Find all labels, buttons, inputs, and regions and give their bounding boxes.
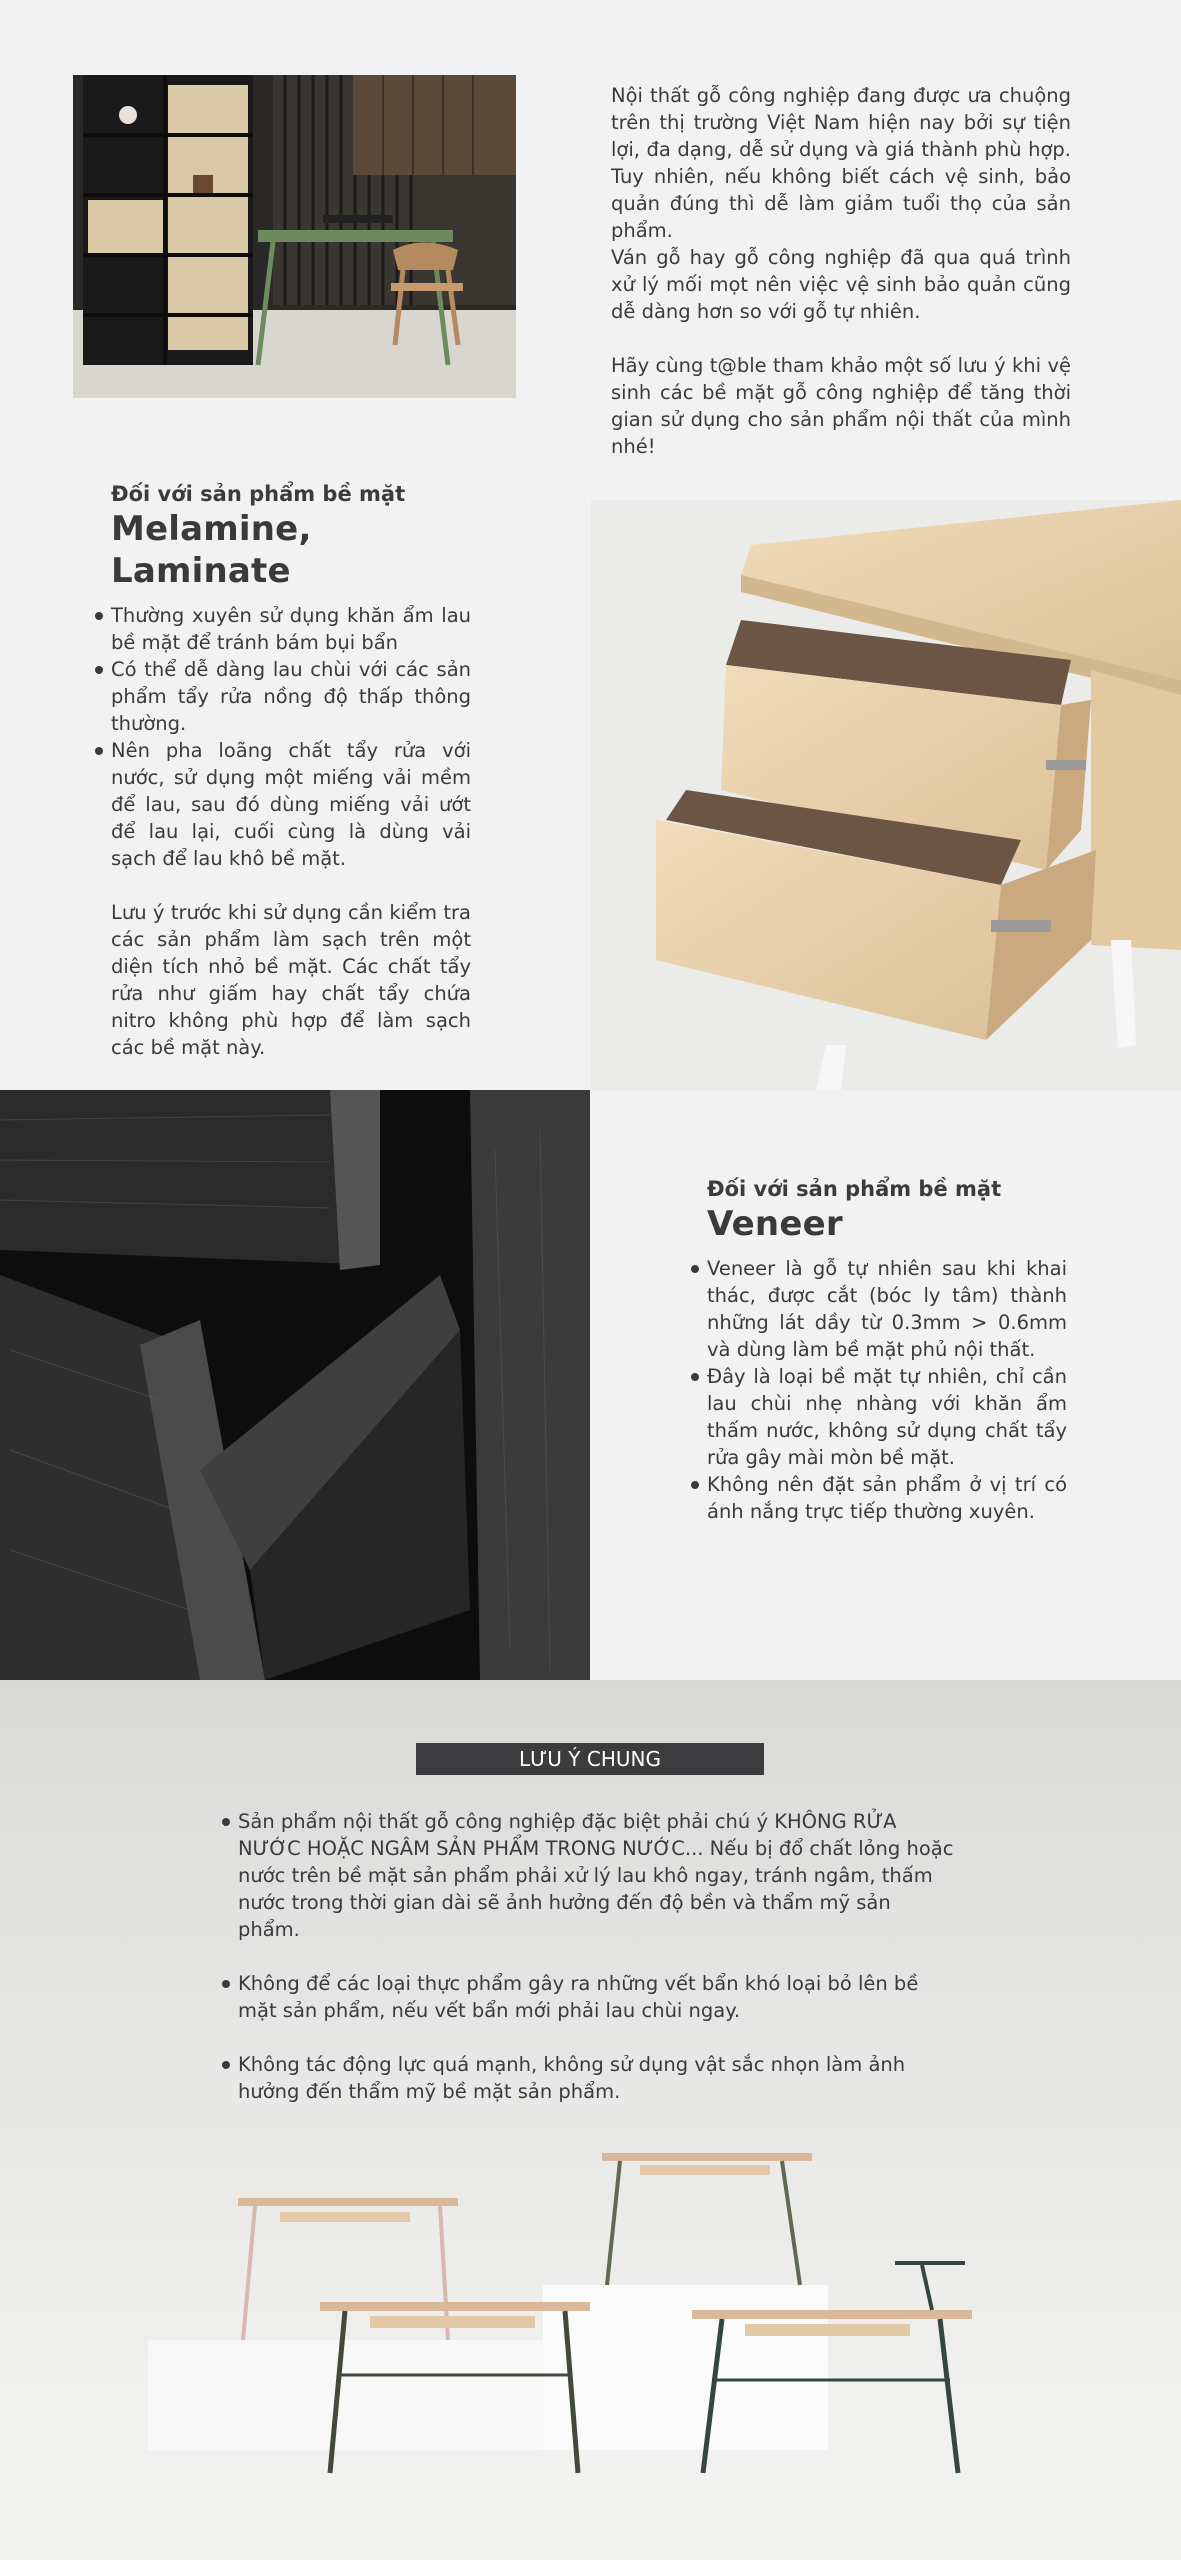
intro-paragraph-3: Hãy cùng t@ble tham khảo một số lưu ý khi vệ sinh các bề mặt gỗ công nghiệp để tăng thời gian sử dụng cho sản phẩm nội thất của mình nhé! [611,354,1071,458]
melamine-section [111,480,471,1061]
oak-drawer-photo [591,500,1181,1090]
office-illustration [73,75,516,398]
drawer-illustration [591,500,1181,1090]
intro-office-photo [73,75,516,398]
list-item: Không nên đặt sản phẩm ở vị trí có ánh nắng trực tiếp thường xuyên. [707,1473,1067,1523]
list-item: Thường xuyên sử dụng khăn ẩm lau bề mặt để tránh bám bụi bẩn [111,604,471,654]
veneer-bullet-list [707,1255,1067,1525]
list-item: Có thể dễ dàng lau chùi với các sản phẩm tẩy rửa nồng độ thấp thông thường. [111,658,471,735]
list-item: Nên pha loãng chất tẩy rửa với nước, sử dụng một miếng vải mềm để lau, sau đó dùng miếng vải ướt để lau lại, cuối cùng là dùng vải sạch để lau khô bề mặt. [111,739,471,870]
list-item: Sản phẩm nội thất gỗ công nghiệp đặc biệt phải chú ý KHÔNG RỬA NƯỚC HOẶC NGÂM SẢN PHẨM TRONG NƯỚC... Nếu bị đổ chất lỏng hoặc nước trên bề mặt sản phẩm phải xử lý lau khô ngay, tránh ngâm, thấm nước trong thời gian dài sẽ ảnh hưởng đến độ bền và thẩm mỹ sản phẩm. [238,1808,958,1943]
general-notes-badge: LƯU Ý CHUNG [416,1743,764,1775]
general-notes-list [238,1808,958,2132]
melamine-subtitle: Đối với sản phẩm bề mặt [111,482,406,506]
list-item: Không tác động lực quá mạnh, không sử dụng vật sắc nhọn làm ảnh hưởng đến thẩm mỹ bề mặt sản phẩm. [238,2051,958,2105]
list-item: Không để các loại thực phẩm gây ra những vết bẩn khó loại bỏ lên bề mặt sản phẩm, nếu vết bẩn mới phải lau chùi ngay. [238,1970,958,2024]
melamine-note: Lưu ý trước khi sử dụng cần kiểm tra các sản phẩm làm sạch trên một diện tích nhỏ bề mặt. Các chất tẩy rửa như giấm hay chất tẩy chứa nitro không phù hợp để làm sạch các bề mặt này. [111,901,471,1059]
melamine-bullet-list [111,602,471,872]
list-item: Veneer là gỗ tự nhiên sau khi khai thác, được cắt (bóc ly tâm) thành những lát dầy từ 0.3mm > 0.6mm và dùng làm bề mặt phủ nội thất. [707,1257,1067,1361]
intro-text [611,82,1071,460]
veneer-section [707,1175,1067,1525]
list-item: Đây là loại bề mặt tự nhiên, chỉ cần lau chùi nhẹ nhàng với khăn ẩm thấm nước, không sử dụng chất tẩy rửa gây mài mòn bề mặt. [707,1365,1067,1469]
intro-paragraph-1: Nội thất gỗ công nghiệp đang được ưa chuộng trên thị trường Việt Nam hiện nay bởi sự tiện lợi, đa dạng, dễ sử dụng và giá thành phù hợp. Tuy nhiên, nếu không biết cách vệ sinh, bảo quản đúng thì dễ làm giảm tuổi thọ của sản phẩm. [611,84,1071,242]
veneer-title: Veneer [707,1204,843,1244]
black-veneer-drawer-photo [0,1090,590,1680]
veneer-subtitle: Đối với sản phẩm bề mặt [707,1177,1002,1201]
veneer-illustration [0,1090,590,1680]
intro-paragraph-2: Ván gỗ hay gỗ công nghiệp đã qua quá trình xử lý mối mọt nên việc vệ sinh bảo quản cũng dễ dàng hơn so với gỗ tự nhiên. [611,246,1071,323]
melamine-title: Melamine, Laminate [111,509,312,591]
